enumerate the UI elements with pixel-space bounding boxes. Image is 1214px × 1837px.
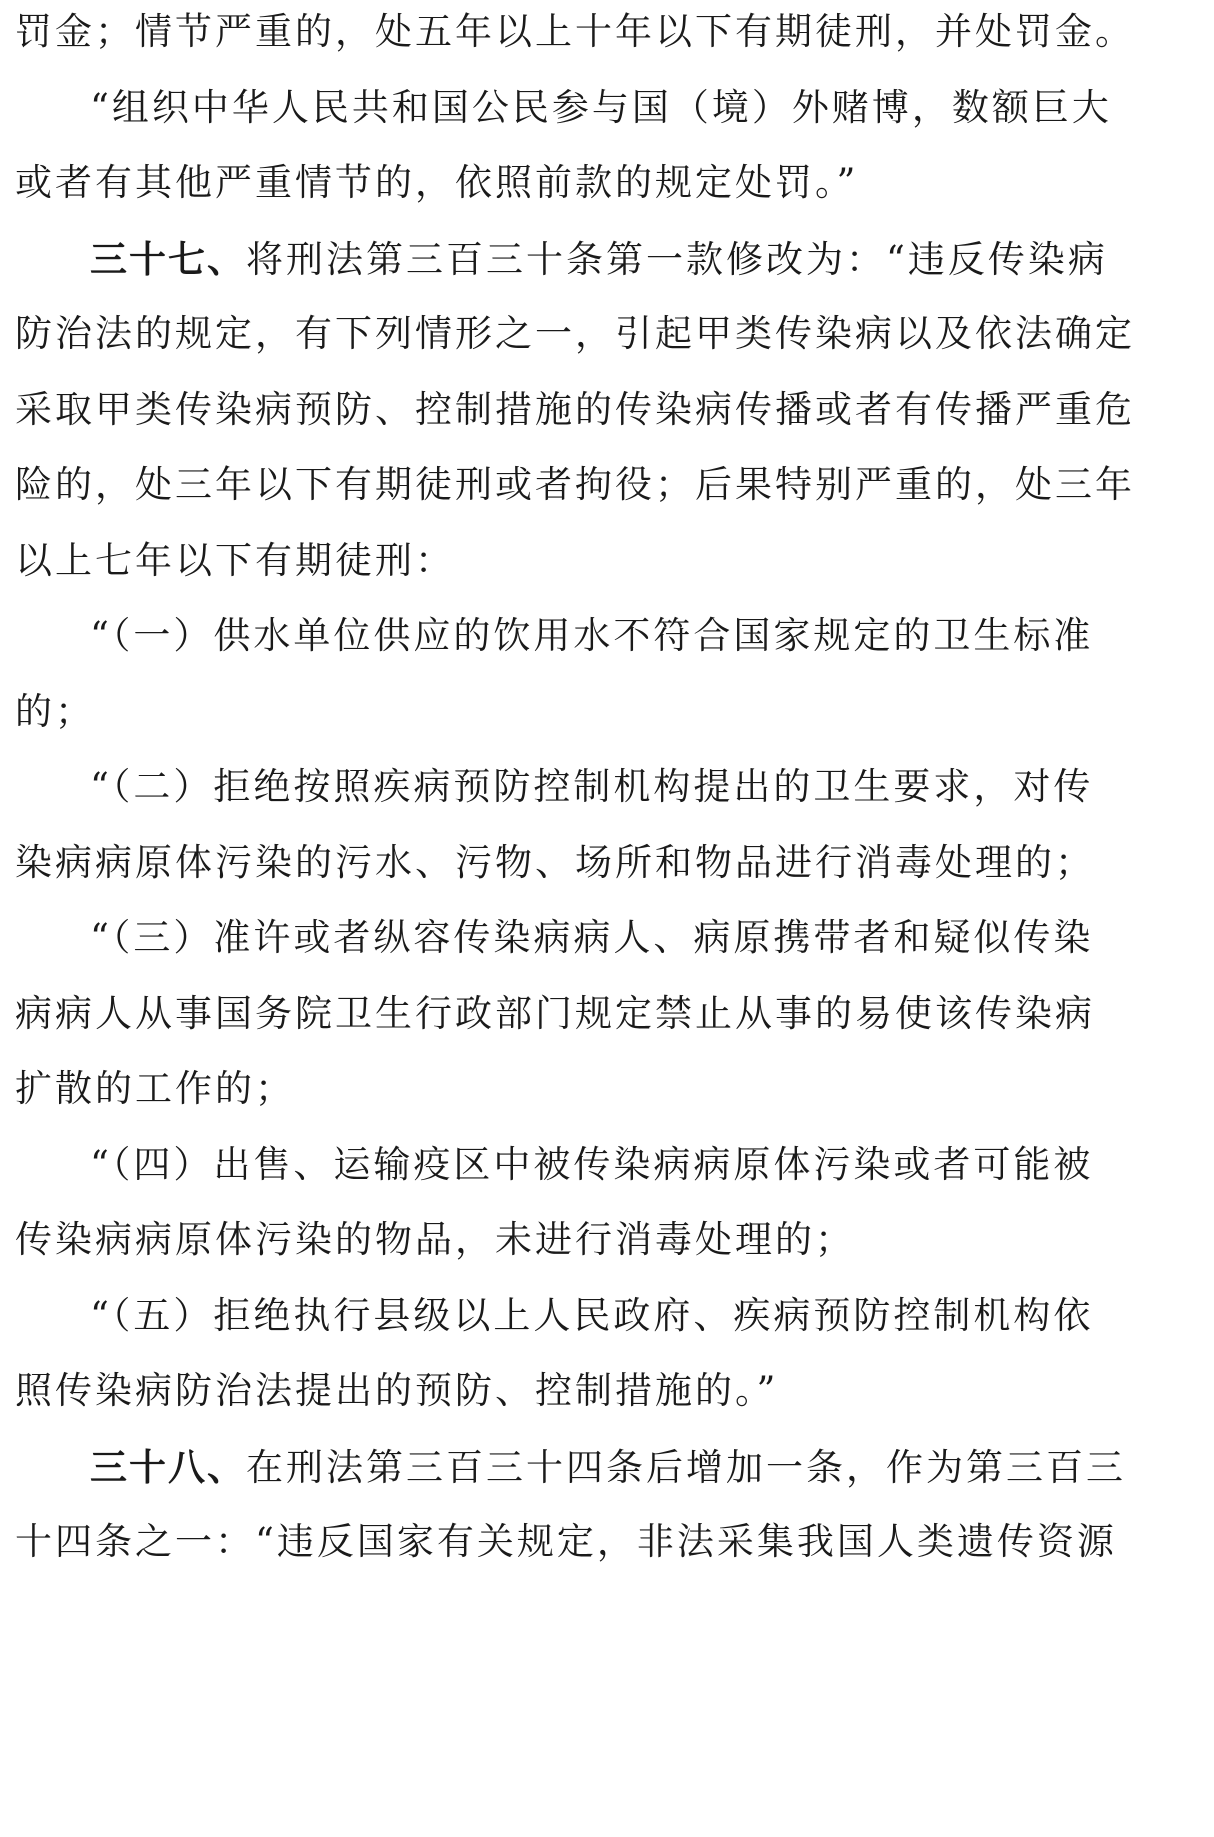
item-3-line-1: “（三）准许或者纵容传染病病人、病原携带者和疑似传染 — [90, 916, 1094, 959]
item-3-line-3: 扩散的工作的； — [15, 1067, 295, 1110]
text-line-1: 罚金；情节严重的，处五年以上十年以下有期徒刑，并处罚金。 — [15, 10, 1135, 53]
article-38-heading-line — [90, 1437, 1126, 1497]
article-38-text: 在刑法第三百三十四条后增加一条，作为第三百三 — [246, 1446, 1126, 1489]
item-4-line-1: “（四）出售、运输疫区中被传染病病原体污染或者可能被 — [90, 1143, 1094, 1186]
text-line-21: 十四条之一：“违反国家有关规定，非法采集我国人类遗传资源 — [15, 1520, 1117, 1563]
text-line-2: “组织中华人民共和国公民参与国（境）外赌博，数额巨大 — [90, 86, 1112, 129]
article-38-number: 三十八、 — [90, 1445, 246, 1489]
item-2-line-1: “（二）拒绝按照疾病预防控制机构提出的卫生要求，对传 — [90, 765, 1094, 808]
item-2-line-2: 染病病原体污染的污水、污物、场所和物品进行消毒处理的； — [15, 841, 1095, 884]
text-line-3: 或者有其他严重情节的，依照前款的规定处罚。” — [15, 161, 859, 204]
text-line-6: 采取甲类传染病预防、控制措施的传染病传播或者有传播严重危 — [15, 388, 1135, 431]
article-37-number: 三十七、 — [90, 237, 246, 281]
item-4-line-2: 传染病病原体污染的物品，未进行消毒处理的； — [15, 1218, 855, 1261]
text-line-8: 以上七年以下有期徒刑： — [15, 539, 455, 582]
item-1-line-2: 的； — [15, 690, 95, 733]
item-5-line-1: “（五）拒绝执行县级以上人民政府、疾病预防控制机构依 — [90, 1294, 1094, 1337]
text-line-5: 防治法的规定，有下列情形之一，引起甲类传染病以及依法确定 — [15, 312, 1135, 355]
item-5-line-2: 照传染病防治法提出的预防、控制措施的。” — [15, 1369, 779, 1412]
item-1-line-1: “（一）供水单位供应的饮用水不符合国家规定的卫生标准 — [90, 614, 1094, 657]
article-37-text: 将刑法第三百三十条第一款修改为：“违反传染病 — [246, 238, 1108, 281]
article-37-heading-line — [90, 229, 1108, 289]
item-3-line-2: 病病人从事国务院卫生行政部门规定禁止从事的易使该传染病 — [15, 992, 1095, 1035]
text-line-7: 险的，处三年以下有期徒刑或者拘役；后果特别严重的，处三年 — [15, 463, 1135, 506]
